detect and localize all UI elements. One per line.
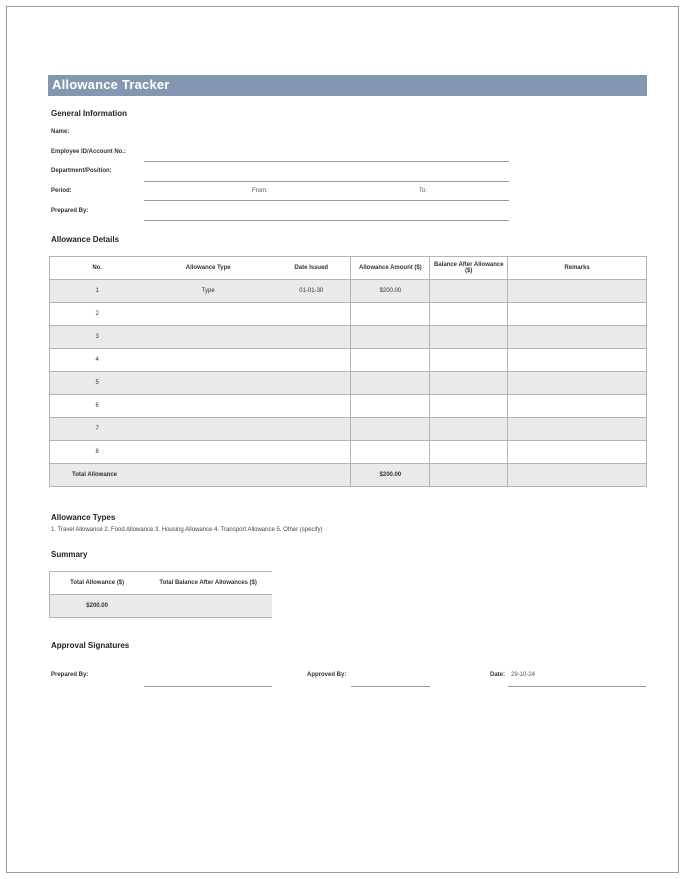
period-label: Period:	[51, 188, 72, 194]
total-row	[50, 464, 647, 487]
employee-id-label: Employee ID/Account No.:	[51, 149, 127, 155]
summary-heading: Summary	[51, 550, 88, 559]
row-amount-cell[interactable]	[351, 326, 430, 349]
row-amount-cell[interactable]	[351, 349, 430, 372]
row-no-cell: 8	[50, 441, 145, 464]
row-balance-cell[interactable]	[430, 441, 508, 464]
header-remarks: Remarks	[508, 257, 647, 280]
table-row	[50, 372, 647, 395]
row-type-cell[interactable]	[144, 418, 272, 441]
row-no-cell: 5	[50, 372, 145, 395]
total-amount: $200.00	[351, 464, 430, 487]
allowance-table	[49, 256, 647, 487]
allowance-types-list: 1. Travel Allowance 2. Food Allowance 3. Housing Allowance 4. Transport Allowance 5. Other (specify)	[51, 527, 323, 533]
row-amount-cell[interactable]	[351, 303, 430, 326]
row-no-cell: 6	[50, 395, 145, 418]
row-no-cell: 7	[50, 418, 145, 441]
table-row	[50, 395, 647, 418]
title-banner	[48, 75, 647, 96]
summary-header-row	[50, 572, 273, 595]
total-remarks-cell	[508, 464, 647, 487]
row-remarks-cell[interactable]	[508, 418, 647, 441]
prepared-by-field[interactable]	[144, 220, 509, 221]
period-field[interactable]	[144, 200, 509, 201]
total-label: Total Allowance	[50, 464, 351, 487]
row-no-cell: 3	[50, 326, 145, 349]
row-remarks-cell[interactable]	[508, 395, 647, 418]
table-row	[50, 349, 647, 372]
summary-value-row	[50, 595, 273, 618]
row-remarks-cell[interactable]	[508, 280, 647, 303]
row-balance-cell[interactable]	[430, 349, 508, 372]
row-amount-cell[interactable]: $200.00	[351, 280, 430, 303]
approved-by-label: Approved By:	[307, 672, 347, 678]
row-amount-cell[interactable]	[351, 372, 430, 395]
row-amount-cell[interactable]	[351, 395, 430, 418]
row-balance-cell[interactable]	[430, 303, 508, 326]
summary-balance-header: Total Balance After Allowances ($)	[144, 572, 272, 595]
row-date-cell[interactable]	[272, 349, 351, 372]
allowance-details-heading: Allowance Details	[51, 235, 120, 244]
table-row	[50, 326, 647, 349]
approval-heading: Approval Signatures	[51, 641, 130, 650]
row-remarks-cell[interactable]	[508, 349, 647, 372]
row-balance-cell[interactable]	[430, 326, 508, 349]
approved-by-field[interactable]	[351, 686, 430, 687]
row-no-cell: 1	[50, 280, 145, 303]
table-header-row	[50, 257, 647, 280]
summary-total-value[interactable]: $200.00	[50, 595, 145, 618]
approval-prepared-label: Prepared By:	[51, 672, 89, 678]
row-date-cell[interactable]	[272, 303, 351, 326]
row-amount-cell[interactable]	[351, 418, 430, 441]
date-field[interactable]	[508, 686, 646, 687]
row-type-cell[interactable]	[144, 372, 272, 395]
row-balance-cell[interactable]	[430, 418, 508, 441]
table-row	[50, 303, 647, 326]
row-date-cell[interactable]	[272, 441, 351, 464]
allowance-types-heading: Allowance Types	[51, 513, 116, 522]
table-row	[50, 418, 647, 441]
row-remarks-cell[interactable]	[508, 326, 647, 349]
table-row	[50, 441, 647, 464]
row-type-cell[interactable]	[144, 441, 272, 464]
department-label: Department/Position:	[51, 168, 112, 174]
row-date-cell[interactable]: 01-01-30	[272, 280, 351, 303]
prepared-by-label: Prepared By:	[51, 208, 89, 214]
row-type-cell[interactable]	[144, 303, 272, 326]
row-no-cell: 4	[50, 349, 145, 372]
header-amount: Allowance Amount ($)	[351, 257, 430, 280]
general-info-heading: General Information	[51, 109, 128, 118]
name-label: Name:	[51, 129, 70, 135]
to-label: To:	[419, 188, 428, 194]
summary-total-header: Total Allowance ($)	[50, 572, 145, 595]
row-balance-cell[interactable]	[430, 395, 508, 418]
row-balance-cell[interactable]	[430, 372, 508, 395]
row-remarks-cell[interactable]	[508, 372, 647, 395]
row-date-cell[interactable]	[272, 372, 351, 395]
total-balance-cell[interactable]	[430, 464, 508, 487]
summary-table	[49, 571, 272, 618]
header-type: Allowance Type	[144, 257, 272, 280]
date-label: Date:	[490, 672, 506, 678]
page-title: Allowance Tracker	[52, 77, 170, 92]
row-type-cell[interactable]	[144, 395, 272, 418]
date-value[interactable]: 29-10-24	[511, 672, 536, 678]
row-date-cell[interactable]	[272, 395, 351, 418]
row-amount-cell[interactable]	[351, 441, 430, 464]
row-type-cell[interactable]	[144, 326, 272, 349]
row-remarks-cell[interactable]	[508, 441, 647, 464]
row-date-cell[interactable]	[272, 326, 351, 349]
row-no-cell: 2	[50, 303, 145, 326]
header-no: No.	[50, 257, 145, 280]
row-type-cell[interactable]	[144, 349, 272, 372]
table-row	[50, 280, 647, 303]
row-type-cell[interactable]: Type	[144, 280, 272, 303]
header-balance: Balance After Allowance ($)	[430, 257, 508, 280]
row-remarks-cell[interactable]	[508, 303, 647, 326]
approval-prepared-field[interactable]	[144, 686, 272, 687]
row-date-cell[interactable]	[272, 418, 351, 441]
from-label: From:	[252, 188, 268, 194]
header-date: Date Issued	[272, 257, 351, 280]
row-balance-cell[interactable]	[430, 280, 508, 303]
department-field[interactable]	[144, 181, 509, 182]
employee-id-field[interactable]	[144, 161, 509, 162]
summary-balance-value[interactable]	[144, 595, 272, 618]
